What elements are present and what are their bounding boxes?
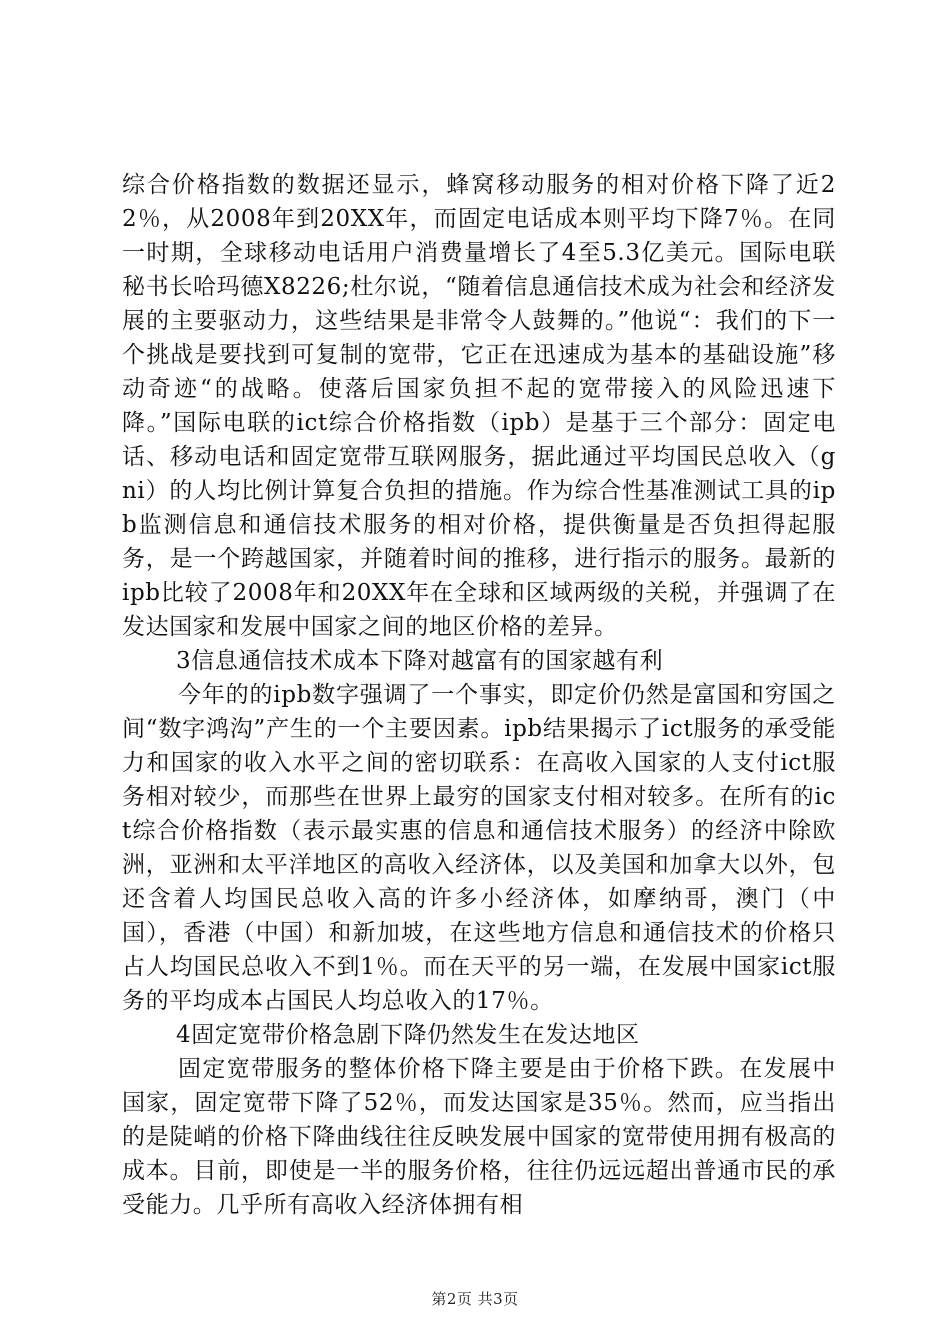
document-body [122, 168, 836, 1222]
page-number-footer: 第2页 共3页 [431, 1290, 519, 1308]
body-paragraph: 固定宽带服务的整体价格下降主要是由于价格下跌。在发展中国家，固定宽带下降了52％，而发达国家是35％。然而，应当指出的是陡峭的价格下降曲线往往反映发展中国家的宽带使用拥有极高的成本。目前，即使是一半的服务价格，往往仍远远超出普通市民的承受能力。几乎所有高收入经济体拥有相 [122, 1056, 836, 1218]
body-paragraph: 今年的的ipb数字强调了一个事实，即定价仍然是富国和穷国之间“数字鸿沟”产生的一个主要因素。ipb结果揭示了ict服务的承受能力和国家的收入水平之间的密切联系：在高收入国家的人支付ict服务相对较少，而那些在世界上最穷的国家支付相对较多。在所有的ict综合价格指数（表示最实惠的信息和通信技术服务）的经济中除欧洲，亚洲和太平洋地区的高收入经济体，以及美国和加拿大以外，包还含着人均国民总收入高的许多小经济体，如摩纳哥，澳门（中国），香港（中国）和新加坡，在这些地方信息和通信技术的价格只占人均国民总收入不到1％。而在天平的另一端，在发展中国家ict服务的平均成本占国民人均总收入的17％。 [122, 682, 836, 1014]
section-heading: 4固定宽带价格急剧下降仍然发生在发达地区 [176, 1022, 640, 1048]
section-heading: 3信息通信技术成本下降对越富有的国家越有利 [176, 648, 664, 674]
body-paragraph: 综合价格指数的数据还显示，蜂窝移动服务的相对价格下降了近22％，从2008年到20XX年，而固定电话成本则平均下降7％。在同一时期，全球移动电话用户消费量增长了4至5.3亿美元。国际电联秘书长哈玛德X8226;杜尔说，“随着信息通信技术成为社会和经济发展的主要驱动力，这些结果是非常令人鼓舞的。”他说“：我们的下一个挑战是要找到可复制的宽带，它正在迅速成为基本的基础设施”移动奇迹“的战略。使落后国家负担不起的宽带接入的风险迅速下降。”国际电联的ict综合价格指数（ipb）是基于三个部分：固定电话、移动电话和固定宽带互联网服务，据此通过平均国民总收入（gni）的人均比例计算复合负担的措施。作为综合性基准测试工具的ipb监测信息和通信技术服务的相对价格，提供衡量是否负担得起服务，是一个跨越国家，并随着时间的推移，进行指示的服务。最新的ipb比较了2008年和20XX年在全球和区域两级的关税，并强调了在发达国家和发展中国家之间的地区价格的差异。 [122, 172, 836, 640]
